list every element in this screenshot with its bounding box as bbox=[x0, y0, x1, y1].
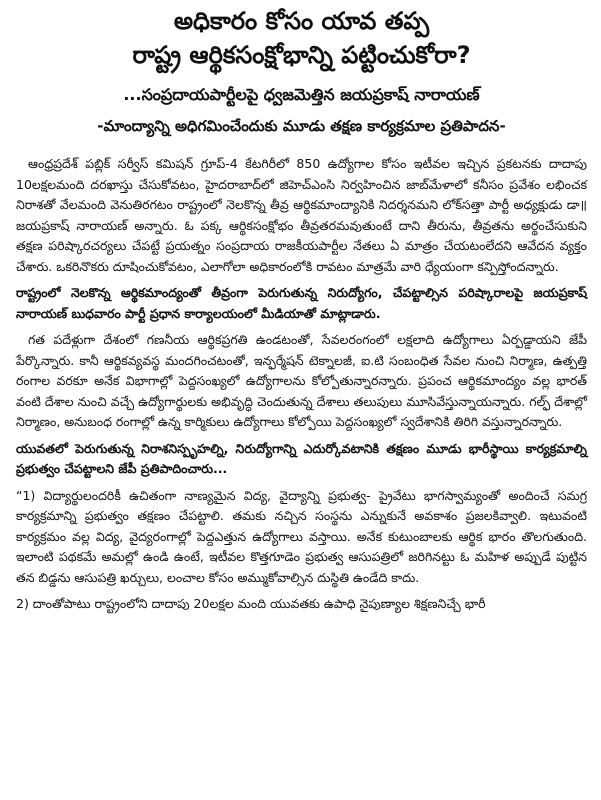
subheadline: ...సంప్రదాయపార్టీలపై ధ్వజమెత్తిన జయప్రకాష్ నారాయణ్ bbox=[123, 85, 480, 104]
paragraph-3: గత పదేళ్లుగా దేశంలో గణనీయ ఆర్థికప్రగతి ఉండటంతో, సేవలరంగంలో లక్షలాది ఉద్యోగాలు ఏర్పడ్డాయని జేపీ పేర్కొన్నారు. కానీ ఆర్థికవ్యవస్థ మందగించటంతో, ఇన్ఫర్మేషన్ టెక్నాలజీ, ఐ.టి సంబంధిత సేవల నుంచి నిర్మాణ, ఉత్పత్తి రంగాల వరకూ అనేక విభాగాల్లో పెద్దసంఖ్యలో ఉద్యోగాలను కోల్పోతున్నారన్నారు. ప్రపంచ ఆర్థికమాంద్యం వల్ల భారత్ వంటి దేశాల నుంచి వచ్చే ఉద్యోగార్థులకు అభివృద్ధి చెందుతున్న దేశాలు తలుపులు మూసివేస్తున్నాయన్నారు. గల్ఫ్ దేశాల్లో నిర్మాణం, అనుబంధ రంగాల్లో ఉన్న కార్మికులు ఉద్యోగాలు కోల్పోయి పెద్దసంఖ్యలో స్వదేశానికి తిరిగి వస్తున్నారన్నారు. bbox=[16, 332, 587, 429]
paragraph-4: యువతలో పెరుగుతున్న నిరాశనిస్పృహల్ని, నిరుద్యోగాన్ని ఎదుర్కోవటానికి తక్షణం మూడు భారీస్థాయి కార్యక్రమాల్ని ప్రభుత్వం చేపట్టాలని జేపీ ప్రతిపాదించారు... bbox=[16, 440, 587, 476]
paragraph-6: 2) దాంతోపాటు రాష్ట్రంలోని దాదాపు 20లక్షల మంది యువతకు ఉపాధి నైపుణ్యాల శిక్షణనిచ్చే భారీ bbox=[16, 596, 486, 611]
headline-line-1: అధికారం కోసం యావ తప్ప bbox=[173, 7, 430, 35]
paragraph-5: “1) విద్యార్థులందరికీ ఉచితంగా నాణ్యమైన విద్య, వైద్యాన్ని ప్రభుత్వ- ప్రైవేటు భాగస్వామ్యంతో అందించే సమగ్ర కార్యక్రమాన్ని ప్రభుత్వం తక్షణం చేపట్టాలి. తమకు నచ్చిన సంస్థను ఎన్నుకునే అవకాశం ప్రజలకివ్వాలి. ఇటువంటి కార్యక్రమం వల్ల విద్య, వైద్యరంగాల్లో పెద్దఎత్తున ఉద్యోగాలు వస్తాయి. అనేక కుటుంబాలకు ఆర్థిక భారం తొలగుతుంది. ఇలాంటి పథకమే అమల్లో ఉండి ఉంటే, ఇటీవల కొత్తగూడెం ప్రభుత్వ ఆసుపత్రిలో జరిగినట్టు ఓ మహిళ అప్పుడే పుట్టిన తన బిడ్డను ఆసుపత్రి ఖర్చులు, లంచాల కోసం అమ్ముకోవాల్సిన దుస్థితి ఉండేది కాదు. bbox=[16, 487, 587, 585]
paragraph-1: ఆంధ్రప్రదేశ్ పబ్లిక్ సర్వీస్ కమిషన్ గ్రూప్-4 కేటగిరీలో 850 ఉద్యోగాల కోసం ఇటీవల ఇచ్చిన ప్రకటనకు దాదాపు 10లక్షలమంది దరఖాస్తు చేసుకోవటం, హైదరాబాద్‌లో జిహెచ్ఎంసి నిర్వహించిన జాబ్‌మేళాలో కనీసం ప్రవేశం లభించక నిరాశతో వేలమంది వెనుతిరగటం రాష్ట్రంలో నెలకొన్న తీవ్ర ఆర్థికమాంద్యానికి నిదర్శనమని లోక్‌సత్తా పార్టీ అధ్యక్షుడు డా॥ జయప్రకాష్ నారాయణ్ అన్నారు. ఓ పక్క ఆర్థికసంక్షోభం తీవ్రతరమవుతుంటే దాని తీరును, తీవ్రతను అర్థంచేసుకుని తక్షణ పరిష్కారచర్యలు చేపట్టే ప్రయత్నం సంప్రదాయ రాజకీయపార్టీల నేతలు ఏ మాత్రం చేయటంలేదని ఆవేదన వ్యక్తం చేశారు. ఒకరినొకరు దూషించుకోవటం, ఎలాగోలా అధికారంలోకి రావటం మాత్రమే వారి ధ్యేయంగా కన్పిస్తోందన్నారు. bbox=[16, 156, 587, 274]
paragraph-2: రాష్ట్రంలో నెలకొన్న ఆర్థికమాంద్యంతో తీవ్రంగా పెరుగుతున్న నిరుద్యోగం, చేపట్టాల్సిన పరిష్కారాలపై జయప్రకాష్ నారాయణ్ బుధవారం పార్టీ ప్రధాన కార్యాలయంలో మీడియాతో మాట్లాడారు. bbox=[16, 285, 587, 321]
headline-line-2: రాష్ట్ర ఆర్థికసంక్షోభాన్ని పట్టించుకోరా? bbox=[132, 41, 471, 69]
article-body bbox=[16, 154, 587, 615]
tagline: -మాంద్యాన్ని అధిగమించేందుకు మూడు తక్షణ కార్యక్రమాల ప్రతిపాదన- bbox=[97, 117, 506, 135]
